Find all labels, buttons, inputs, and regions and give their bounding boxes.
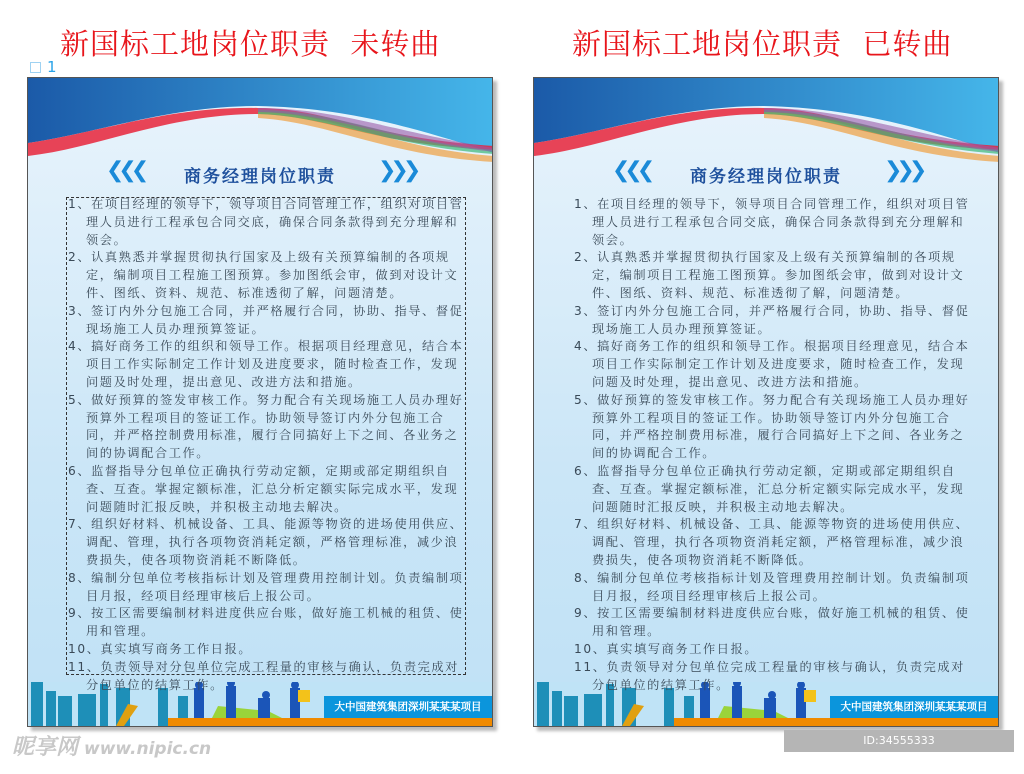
checkbox-icon (30, 62, 41, 73)
poster-outlined (27, 77, 493, 727)
page-marker (30, 58, 57, 76)
duty-item: 3、签订内外分包施工合同，并严格履行合同，协助、指导、督促现场施工人员办理预算签证。 (68, 303, 464, 336)
duty-item: 5、做好预算的签发审核工作。努力配合有关现场施工人员办理好预算外工程项目的签证工作。协助领导签订内外分包施工合同，并严格控制费用标准，履行合同搞好上下之间、各业务之间的协调配合工作。 (574, 392, 970, 461)
duty-item: 6、监督指导分包单位正确执行劳动定额，定期或部定期组织自查、互查。掌握定额标准，汇总分析定额实际完成水平，发现问题随时汇报反映，并积极主动地去解决。 (574, 463, 965, 514)
chevron-right-icon: ❯❯❯ (378, 158, 416, 183)
header-wave (28, 78, 493, 168)
duty-item: 2、认真熟悉并掌握贯彻执行国家及上级有关预算编制的各项规定，编制项目工程施工图预算。参加图纸会审，做到对设计文件、图纸、资料、规范、标准透彻了解，问题清楚。 (68, 250, 459, 300)
duty-item: 10、真实填写商务工作日报。 (574, 641, 759, 656)
duty-item: 9、按工区需要编制材料进度供应台账，做好施工机械的租赁、使用和管理。 (574, 606, 970, 639)
footer-project-label: 大中国建筑集团深圳某某某项目 (324, 696, 492, 718)
duty-item: 4、搞好商务工作的组织和领导工作。根据项目经理意见，结合本项目工作实际制定工作计划及进度要求，随时检查工作，发现问题及时处理，提出意见、改进方法和措施。 (68, 339, 464, 389)
duty-item: 6、监督指导分包单位正确执行劳动定额，定期或部定期组织自查、互查。掌握定额标准，汇总分析定额实际完成水平，发现问题随时汇报反映，并积极主动地去解决。 (68, 463, 459, 514)
duty-item: 8、编制分包单位考核指标计划及管理费用控制计划。负责编制项目月报，经项目经理审核后上报公司。 (574, 570, 970, 603)
header-wave (534, 78, 999, 168)
duty-item: 10、真实填写商务工作日报。 (68, 641, 253, 656)
chevron-left-icon: ❮❮❮ (612, 158, 650, 183)
page-number: 1 (47, 58, 57, 76)
duty-list (68, 196, 472, 694)
duty-item: 4、搞好商务工作的组织和领导工作。根据项目经理意见，结合本项目工作实际制定工作计划及进度要求，随时检查工作，发现问题及时处理，提出意见、改进方法和措施。 (574, 339, 970, 389)
poster-title: 商务经理岗位职责 (690, 167, 842, 187)
header-left: 新国标工地岗位职责 未转曲 (60, 27, 441, 61)
chevron-left-icon: ❮❮❮ (106, 158, 144, 183)
duty-item: 2、认真熟悉并掌握贯彻执行国家及上级有关预算编制的各项规定，编制项目工程施工图预算。参加图纸会审，做到对设计文件、图纸、资料、规范、标准透彻了解，问题清楚。 (574, 250, 965, 300)
duty-item: 7、组织好材料、机械设备、工具、能源等物资的进场使用供应、调配、管理，执行各项物资消耗定额，严格管理标准，减少浪费损失，使各项物资消耗不断降低。 (574, 517, 970, 567)
duty-item: 11、负责领导对分包单位完成工程量的审核与确认，负责完成对分包单位的结算工作。 (574, 659, 965, 692)
duty-item: 9、按工区需要编制材料进度供应台账，做好施工机械的租赁、使用和管理。 (68, 606, 464, 639)
watermark-logo: 昵享网 (12, 735, 79, 760)
footer-project-label: 大中国建筑集团深圳某某某项目 (830, 696, 998, 718)
watermark (12, 730, 211, 761)
header-right: 新国标工地岗位职责 已转曲 (572, 27, 953, 61)
duty-item: 1、在项目经理的领导下，领导项目合同管理工作，组织对项目管理人员进行工程承包合同交底，确保合同条款得到充分理解和领会。 (68, 197, 464, 247)
image-id: ID:34555333 NO:20230325201552706102 (784, 730, 1014, 752)
chevron-right-icon: ❯❯❯ (884, 158, 922, 183)
duty-item: 11、负责领导对分包单位完成工程量的审核与确认，负责完成对分包单位的结算工作。 (68, 659, 459, 692)
poster-title: 商务经理岗位职责 (184, 167, 336, 187)
watermark-url: www.nipic.cn (84, 739, 212, 759)
duty-item: 7、组织好材料、机械设备、工具、能源等物资的进场使用供应、调配、管理，执行各项物资消耗定额，严格管理标准，减少浪费损失，使各项物资消耗不断降低。 (68, 517, 464, 567)
poster-curved (533, 77, 999, 727)
duty-item: 1、在项目经理的领导下，领导项目合同管理工作，组织对项目管理人员进行工程承包合同交底，确保合同条款得到充分理解和领会。 (574, 197, 970, 247)
footer-stripe (674, 718, 998, 726)
duty-item: 5、做好预算的签发审核工作。努力配合有关现场施工人员办理好预算外工程项目的签证工作。协助领导签订内外分包施工合同，并严格控制费用标准，履行合同搞好上下之间、各业务之间的协调配合工作。 (68, 392, 464, 461)
duty-list (574, 196, 978, 694)
duty-item: 8、编制分包单位考核指标计划及管理费用控制计划。负责编制项目月报，经项目经理审核后上报公司。 (68, 570, 464, 603)
duty-item: 3、签订内外分包施工合同，并严格履行合同，协助、指导、督促现场施工人员办理预算签证。 (574, 303, 970, 336)
footer-stripe (168, 718, 492, 726)
